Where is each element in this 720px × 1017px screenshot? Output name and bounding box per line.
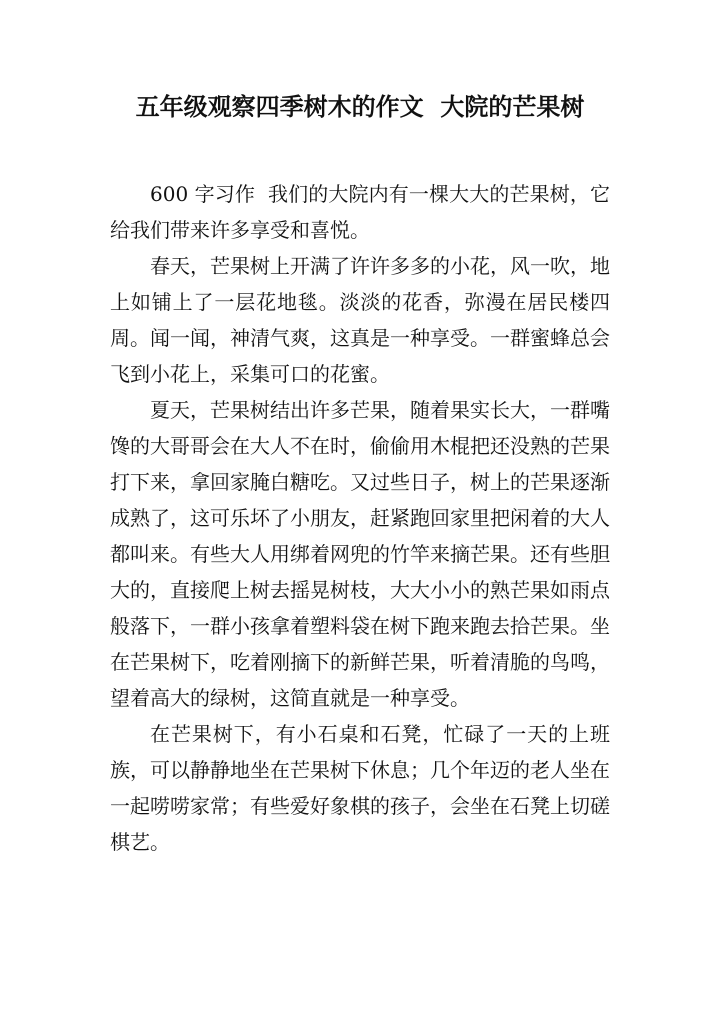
document-title: 五年级观察四季树木的作文 大院的芒果树 — [135, 93, 585, 121]
paragraph-summer: 夏天，芒果树结出许多芒果，随着果实长大，一群嘴馋的大哥哥会在大人不在时，偷偷用木棍把还没熟的芒果打下来，拿回家腌白糖吃。又过些日子，树上的芒果逐渐成熟了，这可乐坏了小朋友，赶紧跑回家里把闲着的大人都叫来。有些大人用绑着网兜的竹竿来摘芒果。还有些胆大的，直接爬上树去摇晃树枝，大大小小的熟芒果如雨点般落下，一群小孩拿着塑料袋在树下跑来跑去拾芒果。坐在芒果树下，吃着刚摘下的新鲜芒果，听着清脆的鸟鸣，望着高大的绿树，这简直就是一种享受。 — [110, 398, 610, 710]
paragraph-spring: 春天，芒果树上开满了许许多多的小花，风一吹，地上如铺上了一层花地毯。淡淡的花香，弥漫在居民楼四周。闻一闻，神清气爽，这真是一种享受。一群蜜蜂总会飞到小花上，采集可口的花蜜。 — [110, 254, 610, 386]
document-body — [110, 176, 610, 860]
paragraph-intro: 600 字习作 我们的大院内有一棵大大的芒果树，它给我们带来许多享受和喜悦。 — [110, 182, 610, 242]
paragraph-stone-table: 在芒果树下，有小石桌和石凳，忙碌了一天的上班族，可以静静地坐在芒果树下休息；几个年迈的老人坐在一起唠唠家常；有些爱好象棋的孩子，会坐在石凳上切磋棋艺。 — [110, 722, 610, 854]
